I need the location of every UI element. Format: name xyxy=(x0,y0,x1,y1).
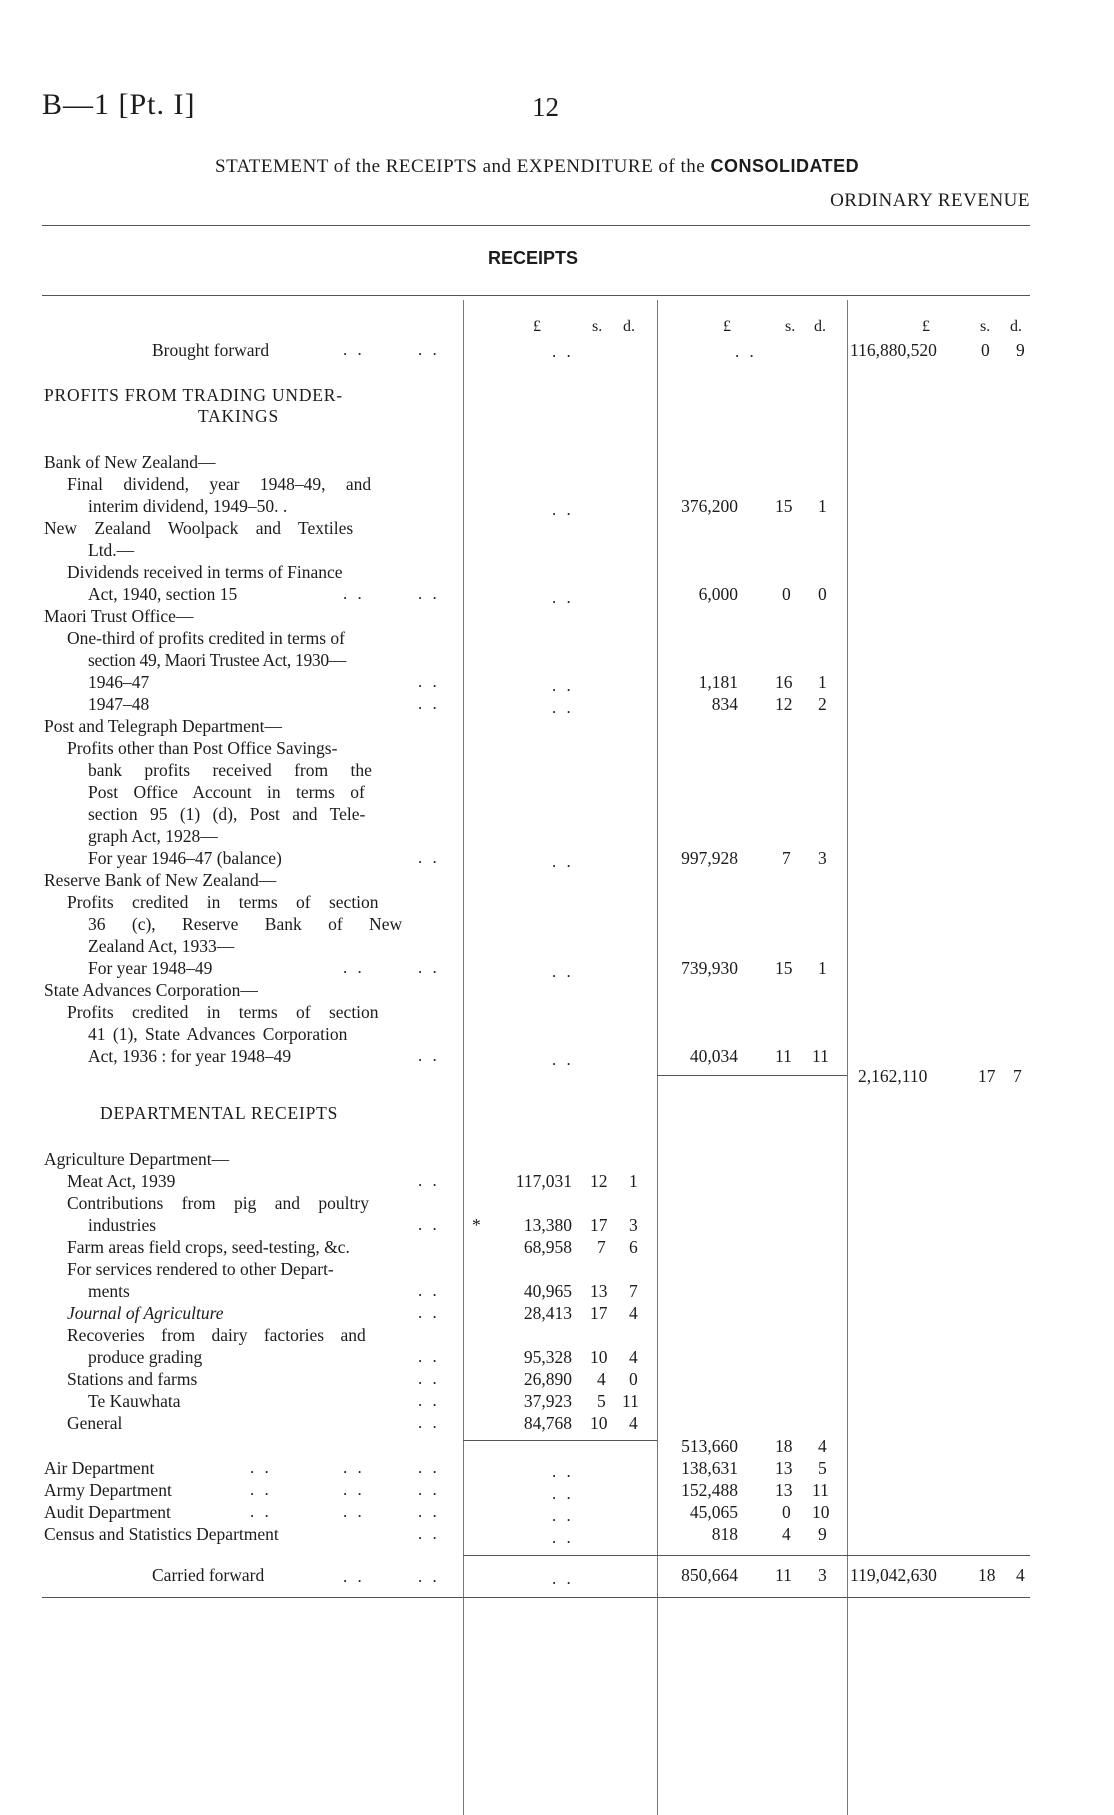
amount-pounds: 997,928 xyxy=(681,848,738,868)
desc-line: bank profits received from the xyxy=(88,760,372,780)
agri-d: 1 xyxy=(629,1171,638,1191)
amount-pounds: 1,181 xyxy=(698,672,738,692)
desc-line: 41 (1), State Advances Corporation xyxy=(88,1024,348,1044)
dept-label: Army Department xyxy=(44,1480,172,1500)
section-title: RECEIPTS xyxy=(488,248,579,268)
agri-s: 5 xyxy=(597,1391,606,1411)
dept-label: Census and Statistics Department xyxy=(44,1524,279,1544)
desc-line: Profits other than Post Office Savings- xyxy=(67,738,338,758)
amount-pounds: 40,034 xyxy=(689,1046,738,1066)
agri-line: produce grading xyxy=(88,1347,203,1367)
amount-s: 7 xyxy=(782,848,791,868)
agri-total-s: 18 xyxy=(775,1436,793,1456)
column-rule-1 xyxy=(463,300,464,1815)
profits-heading-line1: PROFITS FROM TRADING UNDER- xyxy=(44,385,343,405)
agri-total-d: 4 xyxy=(818,1436,827,1456)
amount-s: 0 xyxy=(782,584,791,604)
agri-d: 6 xyxy=(629,1237,638,1257)
agri-line: ments xyxy=(88,1281,130,1301)
amount-s: 12 xyxy=(775,694,793,714)
agri-s: 13 xyxy=(590,1281,608,1301)
profits-subtotal-rule xyxy=(657,1075,847,1076)
brought-forward-s: 0 xyxy=(981,340,990,360)
dept-pounds: 818 xyxy=(711,1524,738,1544)
desc-line: Dividends received in terms of Finance xyxy=(67,562,343,582)
statement-title-line1 xyxy=(215,156,859,178)
carried-col3-pounds: 119,042,630 xyxy=(850,1565,937,1585)
desc-line: Zealand Act, 1933— xyxy=(88,936,235,956)
agri-line: Farm areas field crops, seed-testing, &c. xyxy=(67,1237,350,1257)
leader-dots: . . xyxy=(343,340,365,359)
agri-s: 4 xyxy=(597,1369,606,1389)
desc-line: Ltd.— xyxy=(88,540,135,560)
desc-line: Final dividend, year 1948–49, and xyxy=(67,474,372,494)
desc-line: graph Act, 1928— xyxy=(88,826,218,846)
agri-total-pounds: 513,660 xyxy=(681,1436,738,1456)
carried-col2-pounds: 850,664 xyxy=(681,1565,738,1585)
desc-line: Post Office Account in terms of xyxy=(88,782,365,802)
leader-dots: . . xyxy=(418,340,440,359)
leader-dots: . . xyxy=(418,1567,440,1586)
brought-forward-label: Brought forward xyxy=(152,340,270,360)
dept-s: 4 xyxy=(782,1524,791,1544)
desc-line: Reserve Bank of New Zealand— xyxy=(44,870,277,890)
carried-col3-s: 18 xyxy=(978,1565,996,1585)
bottom-rule xyxy=(42,1597,1030,1598)
page-number: 12 xyxy=(532,92,559,122)
desc-line: 36 (c), Reserve Bank of New xyxy=(88,914,403,934)
agri-pounds: 84,768 xyxy=(523,1413,572,1433)
profits-total-s: 17 xyxy=(978,1066,996,1086)
title-rule xyxy=(42,225,1030,226)
agri-pounds: 117,031 xyxy=(515,1171,572,1191)
agri-s: 17 xyxy=(590,1215,608,1235)
desc-line: For year 1948–49 xyxy=(88,958,213,978)
agri-s: 17 xyxy=(590,1303,608,1323)
desc-line: Bank of New Zealand— xyxy=(44,452,216,472)
dept-s: 13 xyxy=(775,1480,793,1500)
agri-line: Contributions from pig and poultry xyxy=(67,1193,369,1213)
desc-line: Profits credited in terms of section xyxy=(67,1002,379,1022)
desc-line: Maori Trust Office— xyxy=(44,606,194,626)
agri-d: 3 xyxy=(629,1215,638,1235)
dept-d: 9 xyxy=(818,1524,827,1544)
desc-line: Profits credited in terms of section xyxy=(67,892,379,912)
agri-s: 12 xyxy=(590,1171,608,1191)
amount-d: 2 xyxy=(818,694,827,714)
agri-d: 4 xyxy=(629,1347,638,1367)
part-reference: B—1 [Pt. I] xyxy=(42,88,196,121)
agri-pounds: 37,923 xyxy=(523,1391,572,1411)
agri-line: Recoveries from dairy factories and xyxy=(67,1325,366,1345)
dept-label: Audit Department xyxy=(44,1502,171,1522)
profits-total-pounds: 2,162,110 xyxy=(858,1066,928,1086)
agri-line: Meat Act, 1939 xyxy=(67,1171,176,1191)
desc-line: Act, 1940, section 15 xyxy=(88,584,238,604)
desc-line: New Zealand Woolpack and Textiles xyxy=(44,518,354,538)
amount-d: 11 xyxy=(812,1046,829,1066)
agri-d: 7 xyxy=(629,1281,638,1301)
column-rule-3 xyxy=(847,300,848,1815)
amount-d: 1 xyxy=(818,496,827,516)
statement-title-line2: ORDINARY REVENUE xyxy=(830,190,1030,211)
leader-dots: . . xyxy=(343,1567,365,1586)
agri-s: 7 xyxy=(597,1237,606,1257)
leader-dots: . . xyxy=(735,342,757,361)
dept-s: 0 xyxy=(782,1502,791,1522)
column-rule-2 xyxy=(657,300,658,1815)
amount-pounds: 376,200 xyxy=(681,496,738,516)
header-rule xyxy=(42,295,1030,296)
agri-line: Stations and farms xyxy=(67,1369,198,1389)
dept-pounds: 138,631 xyxy=(681,1458,738,1478)
amount-s: 15 xyxy=(775,958,793,978)
brought-forward-pounds: 116,880,520 xyxy=(850,340,937,360)
desc-line: Act, 1936 : for year 1948–49 xyxy=(88,1046,292,1066)
dept-pounds: 45,065 xyxy=(689,1502,738,1522)
amount-d: 1 xyxy=(818,672,827,692)
asterisk-mark: * xyxy=(472,1215,481,1235)
amount-d: 0 xyxy=(818,584,827,604)
amount-d: 1 xyxy=(818,958,827,978)
agri-pounds: 95,328 xyxy=(523,1347,572,1367)
agriculture-label: Agriculture Department— xyxy=(44,1149,230,1169)
leader-dots: . . xyxy=(552,1569,574,1588)
carried-col2-d: 3 xyxy=(818,1565,827,1585)
agri-line: Te Kauwhata xyxy=(88,1391,181,1411)
agri-d: 0 xyxy=(629,1369,638,1389)
desc-line: For year 1946–47 (balance) xyxy=(88,848,282,868)
desc-line: section 49, Maori Trustee Act, 1930— xyxy=(88,650,347,670)
amount-s: 11 xyxy=(775,1046,792,1066)
agri-pounds: 28,413 xyxy=(523,1303,572,1323)
dept-pounds: 152,488 xyxy=(681,1480,738,1500)
agri-line: Journal of Agriculture xyxy=(67,1303,224,1323)
amount-pounds: 834 xyxy=(711,694,738,714)
desc-line: State Advances Corporation— xyxy=(44,980,258,1000)
agri-s: 10 xyxy=(590,1347,608,1367)
desc-line: interim dividend, 1949–50. . xyxy=(88,496,288,516)
agri-s: 10 xyxy=(590,1413,608,1433)
desc-line: Post and Telegraph Department— xyxy=(44,716,283,736)
agri-d: 11 xyxy=(622,1391,639,1411)
dept-d: 11 xyxy=(812,1480,829,1500)
amount-s: 15 xyxy=(775,496,793,516)
agri-pounds: 26,890 xyxy=(523,1369,572,1389)
agri-subtotal-rule xyxy=(463,1440,657,1441)
desc-line: One-third of profits credited in terms of xyxy=(67,628,345,648)
amount-pounds: 739,930 xyxy=(681,958,738,978)
profits-heading-line2: TAKINGS xyxy=(198,406,280,426)
carried-col2-s: 11 xyxy=(775,1565,792,1585)
leader-dots: . . xyxy=(552,342,574,361)
amount-pounds: 6,000 xyxy=(698,584,738,604)
agri-d: 4 xyxy=(629,1303,638,1323)
carried-col3-d: 4 xyxy=(1016,1565,1025,1585)
agri-pounds: 13,380 xyxy=(523,1215,572,1235)
desc-line: 1946–47 xyxy=(88,672,150,692)
agri-line: industries xyxy=(88,1215,157,1235)
dept-s: 13 xyxy=(775,1458,793,1478)
carried-forward-label: Carried forward xyxy=(152,1565,265,1585)
dept-d: 5 xyxy=(818,1458,827,1478)
title-bold: CONSOLIDATED xyxy=(710,156,860,176)
agri-pounds: 68,958 xyxy=(523,1237,572,1257)
amount-s: 16 xyxy=(775,672,793,692)
carried-rule-top xyxy=(463,1555,1030,1556)
brought-forward-d: 9 xyxy=(1016,340,1025,360)
dept-label: Air Department xyxy=(44,1458,155,1478)
amount-d: 3 xyxy=(818,848,827,868)
agri-d: 4 xyxy=(629,1413,638,1433)
desc-line: section 95 (1) (d), Post and Tele- xyxy=(88,804,366,824)
agri-line: General xyxy=(67,1413,123,1433)
departmental-heading: DEPARTMENTAL RECEIPTS xyxy=(100,1103,339,1123)
agri-line: For services rendered to other Depart- xyxy=(67,1259,334,1279)
dept-d: 10 xyxy=(812,1502,830,1522)
desc-line: 1947–48 xyxy=(88,694,150,714)
title-prefix: STATEMENT of the RECEIPTS and EXPENDITURE of the xyxy=(215,156,706,177)
profits-total-d: 7 xyxy=(1013,1066,1022,1086)
agri-pounds: 40,965 xyxy=(523,1281,572,1301)
